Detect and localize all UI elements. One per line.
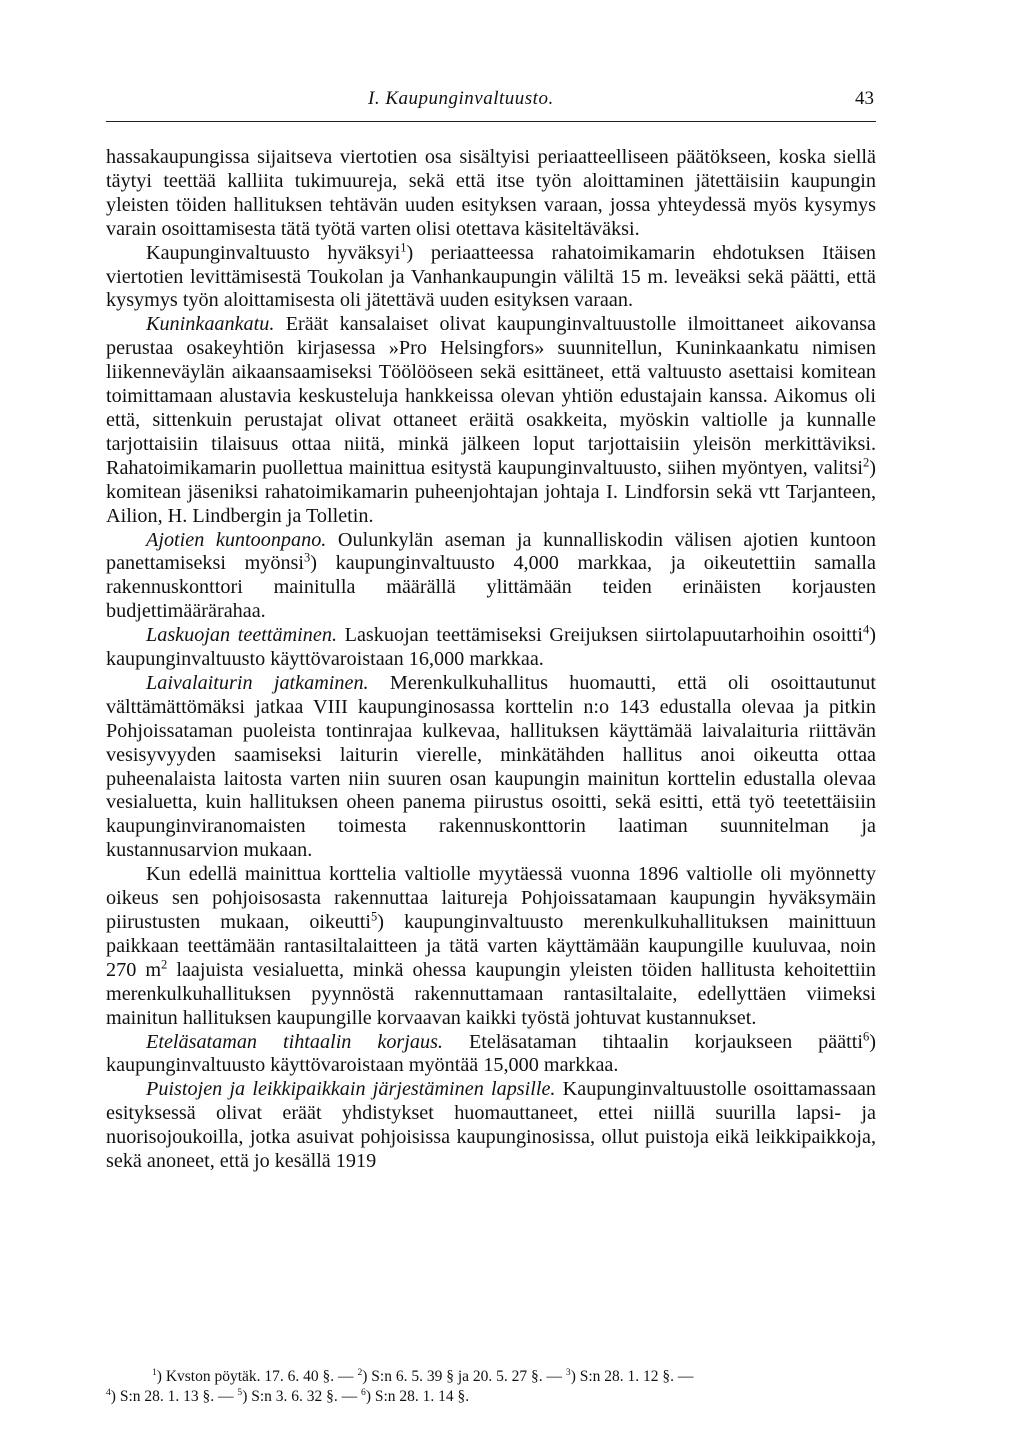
footnote-ref: 6 (863, 1028, 870, 1043)
footnote-ref: 2 (863, 455, 870, 470)
paragraph-text: Kaupunginvaltuusto hyväksyi (146, 241, 401, 264)
footnote-text: ) S:n 28. 1. 13 §. — (110, 1388, 238, 1405)
footnote-marker: 1 (152, 1366, 157, 1378)
footnote-marker: 3 (565, 1366, 571, 1378)
page-number: 43 (855, 88, 874, 109)
paragraph-text: ) kaupunginvaltuusto 4,000 markkaa, ja oikeutettiin samalla rakennuskonttori mainitulla määrällä ylittämään teiden erinäisten korjausten budjettimäärärahaa. (106, 552, 876, 623)
paragraph-text: ) komitean jäseniksi rahatoimikamarin puheenjohtajan johtaja I. Lindforsin sekä vtt Tarjanteen, Ailion, H. Lindbergin ja Tolletin. (106, 456, 876, 527)
header-rule (106, 121, 876, 122)
footnote-text: ) Kvston pöytäk. 17. 6. 40 §. — (156, 1368, 358, 1385)
footnote-line (106, 1387, 876, 1407)
paragraph-text: laajuista vesialuetta, minkä ohessa kaupungin yleisten töiden hallitusta kehoitettiin merenkulkuhallituksen pyynnöstä rakennuttamaan rantasiltalaite, edellyttäen viimeksi mainitun hallituksen kaupungille korvaavan kaikki työstä johtuvat kustannukset. (106, 958, 877, 1029)
paragraph-heading: Eteläsataman tihtaalin korjaus. (146, 1030, 443, 1053)
footnote-text: ) S:n 28. 1. 14 §. (365, 1388, 470, 1405)
paragraph-heading: Puistojen ja leikkipaikkain järjestäminen lapsille. (146, 1078, 556, 1101)
paragraph-continuation (106, 146, 876, 242)
footnote-ref: 1 (400, 239, 407, 254)
paragraph-text: Oulunkylän aseman ja kunnalliskodin välisen ajotien kuntoon panettamiseksi myönsi (106, 528, 877, 575)
footnote-line (106, 1367, 876, 1387)
paragraph (106, 1078, 876, 1174)
paragraph-text: ) kaupunginvaltuusto merenkulkuhallituksen mainittuun paikkaan teettämään rantasiltalaitteen ja tätä varten käyttämään kaupungille kuuluvaa, noin 270 m (106, 911, 876, 981)
paragraph (106, 313, 876, 528)
footnote-ref: 4 (863, 622, 870, 637)
paragraph (106, 672, 876, 863)
paragraph (106, 1028, 876, 1079)
running-header (106, 88, 876, 114)
paragraph-text: ) periaatteessa rahatoimikamarin ehdotuksen Itäisen viertotien levittämisestä Toukolan ja Vanhankaupungin väliltä 15 m. leveäksi sekä päätti, että kysymys työn aloittamisesta oli jätettävä uuden esityksen varaan. (106, 241, 876, 312)
paragraph-heading: Laivalaiturin jatkaminen. (146, 671, 369, 694)
paragraph-text: Laskuojan teettämiseksi Greijuksen siirtolapuutarhoihin osoitti (337, 624, 864, 647)
paragraph-text: Merenkulkuhallitus huomautti, että oli osoittautunut välttämättömäksi jatkaa VIII kaupunginosassa korttelin n:o 143 edustalla olevaa ja pitkin Pohjoissataman puoleista tontinrajaa kulkevaa, hallituksen käyttämää laivalaituria riittävän vesisyvyyden saamiseksi laiturin vierelle, minkätähden hallitus anoi oikeutta ottaa puheenalaista laitosta varten niin suuren osan kaupungin mainitun korttelin edustalla olevaa vesialuetta, kuin hallituksen oheen panema piirustus osoitti, sekä esitti, että työ teetettäisiin kaupunginviranomaisten toimesta rakennuskonttorin laatiman suunnitelman ja kustannusarvion mukaan. (106, 671, 876, 862)
paragraph-text: ) kaupunginvaltuusto käyttövaroistaan myöntää 15,000 markkaa. (106, 1030, 876, 1077)
footnotes (106, 1367, 876, 1407)
footnote-text: ) S:n 3. 6. 32 §. — (242, 1388, 362, 1405)
footnote-text: ) S:n 6. 5. 39 § ja 20. 5. 27 §. — (362, 1368, 566, 1385)
paragraph (106, 239, 876, 314)
paragraph-text: Kun edellä mainittua korttelia valtiolle myytäessä vuonna 1896 valtiolle oli myönnetty oikeus sen pohjoisosasta rakennuttaa laitureja Pohjoissatamaan kaupungin hyväksymäin piirustusten mukaan, oikeutti (106, 863, 876, 933)
paragraph-text: ) kaupunginvaltuusto käyttövaroistaan 16,000 markkaa. (106, 624, 877, 671)
footnote-text: ) S:n 28. 1. 12 §. — (570, 1368, 694, 1385)
paragraph-text: Eteläsataman tihtaalin korjaukseen päätti (442, 1030, 863, 1053)
paragraph-heading: Laskuojan teettäminen. (146, 624, 337, 647)
footnote-marker: 6 (361, 1386, 366, 1398)
footnote-ref: 5 (371, 909, 378, 924)
paragraph-heading: Kuninkaankatu. (146, 313, 275, 336)
paragraph (106, 529, 876, 625)
footnote-ref: 3 (304, 550, 311, 565)
paragraph (106, 624, 876, 672)
footnote-marker: 4 (106, 1386, 111, 1398)
paragraph-text: hassakaupungissa sijaitseva viertotien osa sisältyisi periaatteelliseen päätökseen, koska siellä täytyi teettää kalliita tukimuureja, sekä että itse työn aloittaminen jätettäisiin kaupungin yleisten töiden hallituksen tehtävän uuden esityksen varaan, jossa yhteydessä myös kysymys varain osoittamisesta tätä työtä varten olisi otettava käsiteltäväksi. (106, 146, 876, 240)
superscript: 2 (161, 957, 168, 972)
paragraph-heading: Ajotien kuntoonpano. (146, 528, 327, 551)
paragraph-text: Eräät kansalaiset olivat kaupunginvaltuustolle ilmoittaneet aikovansa perustaa osakeyhtiön kirjasessa »Pro Helsingfors» suunnitellun, Kuninkaankatu nimisen liikenneväylän aikaansaamiseksi Töölööseen sekä esittäneet, että valtuusto asettaisi komitean toimittamaan alustavia keskusteluja hankkeissa olevan yhtiön edustajain kanssa. Aikomus oli että, sittenkuin perustajat olivat ottaneet eräitä osakkeita, myöskin valtiolle ja kunnalle tarjottaisiin tilaisuus ottaa niitä, minkä jälkeen loput tarjottaisiin yleisön merkittäviksi. Rahatoimikamarin puollettua mainittua esitystä kaupunginvaltuusto, siihen myöntyen, valitsi (106, 313, 876, 479)
running-title: I. Kaupunginvaltuusto. (368, 88, 554, 109)
footnote-marker: 2 (357, 1366, 363, 1378)
paragraph-text: Kaupunginvaltuustolle osoittamassaan esityksessä olivat eräät yhdistykset huomauttaneet, ettei niillä suurilla lapsi- ja nuorisojoukoilla, jotka asuivat pohjoisissa kaupunginosissa, ollut puistoja eikä leikkipaikkoja, sekä anoneet, että jo kesällä 1919 (106, 1078, 877, 1173)
paragraph (106, 863, 876, 1030)
body-text (106, 146, 876, 1174)
footnote-marker: 5 (237, 1386, 243, 1398)
